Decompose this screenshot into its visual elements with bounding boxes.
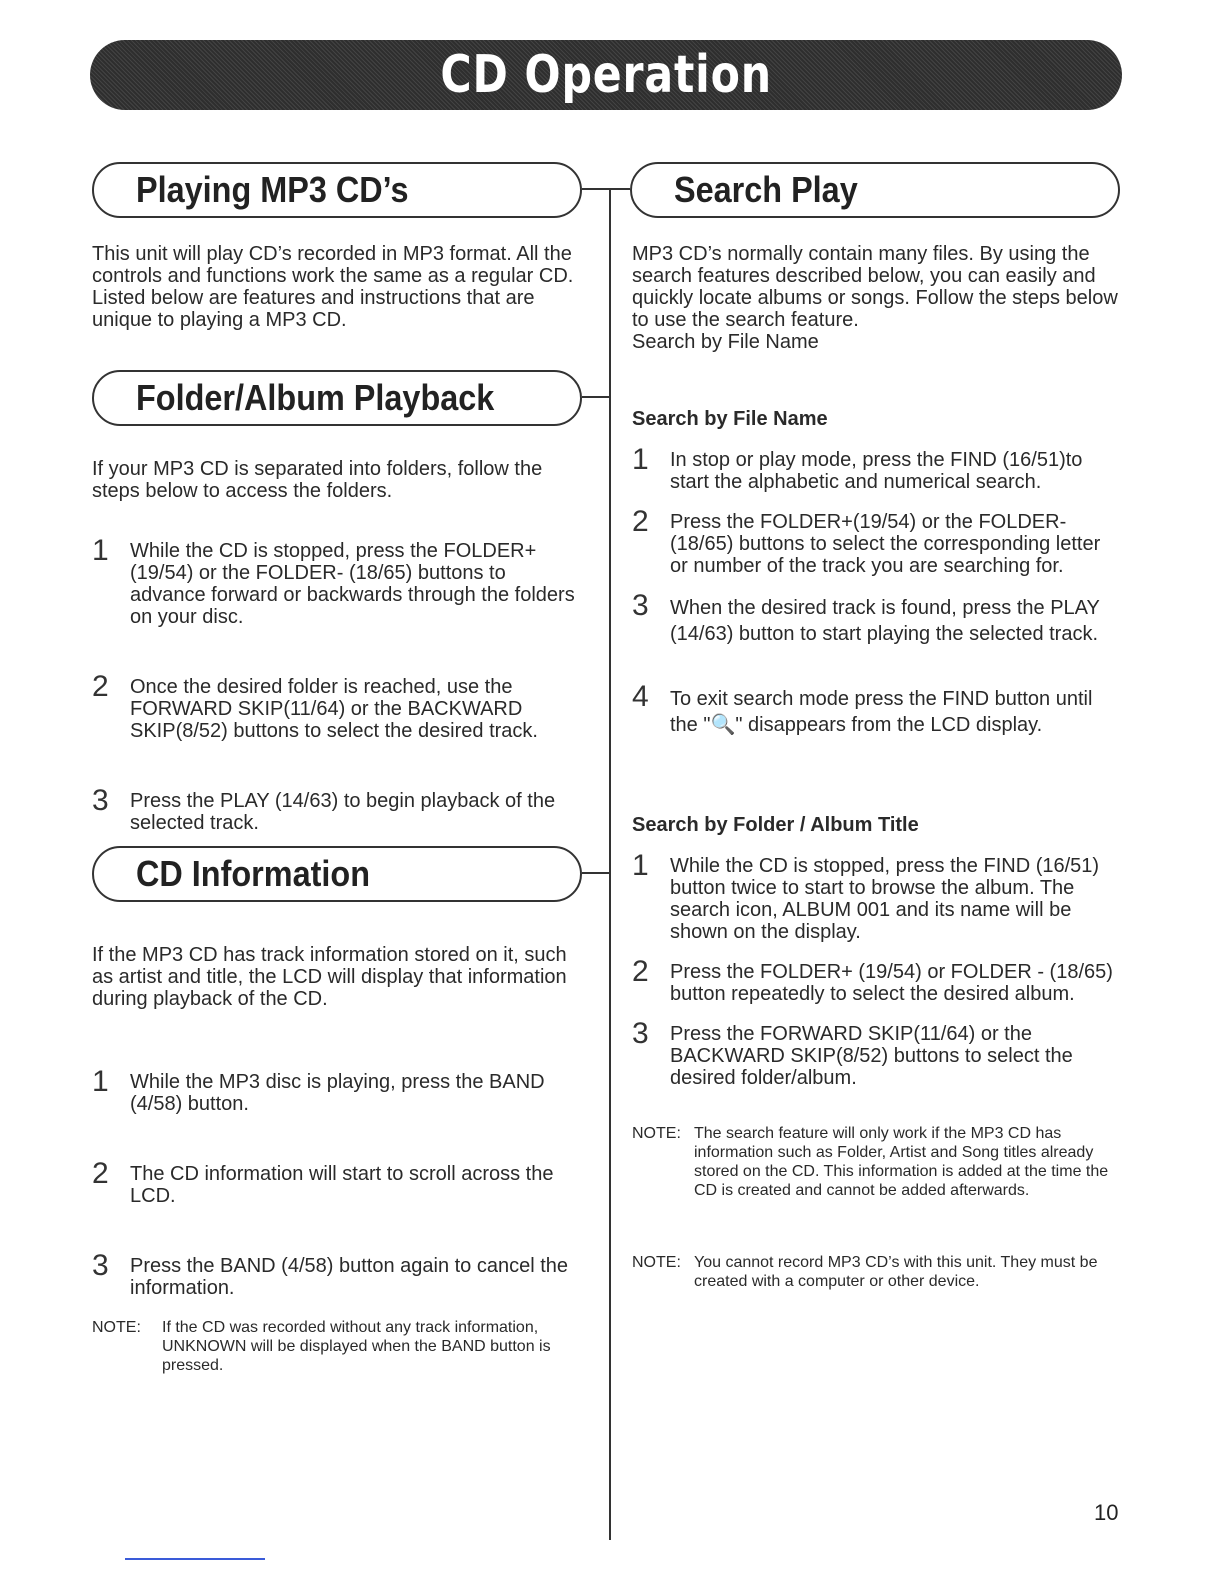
step-text: While the MP3 disc is playing, press the BAND (4/58) button. xyxy=(130,1071,545,1115)
step-text: When the desired track is found, press the PLAY (14/63) button to start playing the selected track. xyxy=(670,597,1100,645)
step-number: 3 xyxy=(632,1017,649,1050)
page-title: CD Operation xyxy=(440,45,772,105)
step-number: 1 xyxy=(632,849,649,882)
info-note xyxy=(92,1318,592,1378)
note-text: If the CD was recorded without any track information, UNKNOWN will be displayed when the BAND button is pressed. xyxy=(162,1319,551,1374)
heading-connector xyxy=(582,872,610,874)
note-label: NOTE: xyxy=(632,1125,681,1142)
folder-step-3 xyxy=(92,784,588,840)
folder-intro: If your MP3 CD is separated into folders, follow the steps below to access the folders. xyxy=(92,458,543,502)
note-text: You cannot record MP3 CD’s with this unit. They must be created with a computer or other device. xyxy=(694,1254,1098,1290)
file-step-3 xyxy=(632,589,1122,670)
info-step-3 xyxy=(92,1249,588,1305)
step-number: 1 xyxy=(92,534,109,567)
heading-connector xyxy=(610,188,630,190)
step-number: 3 xyxy=(92,784,109,817)
step-number: 2 xyxy=(632,505,649,538)
step-text: Press the PLAY (14/63) to begin playback of the selected track. xyxy=(130,790,556,834)
file-step-2 xyxy=(632,505,1122,581)
info-step-1 xyxy=(92,1065,588,1121)
album-step-3 xyxy=(632,1017,1122,1093)
step-number: 2 xyxy=(632,955,649,988)
subhead-folder-album: Search by Folder / Album Title xyxy=(632,814,919,836)
search-note-2 xyxy=(632,1253,1122,1297)
step-text: Press the BAND (4/58) button again to cancel the information. xyxy=(130,1255,569,1299)
info-step-2 xyxy=(92,1157,588,1213)
step-text: To exit search mode press the FIND button until the "🔍" disappears from the LCD display. xyxy=(670,688,1093,736)
step-text: Press the FORWARD SKIP(11/64) or the BACKWARD SKIP(8/52) buttons to select the desired folder/album. xyxy=(670,1023,1073,1089)
album-step-2 xyxy=(632,955,1122,1011)
step-number: 1 xyxy=(92,1065,109,1098)
step-text: The CD information will start to scroll across the LCD. xyxy=(130,1163,554,1207)
page-number: 10 xyxy=(1094,1500,1119,1525)
heading-search-play xyxy=(630,162,1120,218)
step-number: 2 xyxy=(92,670,109,703)
file-step-4 xyxy=(632,680,1122,736)
step-number: 3 xyxy=(632,589,649,622)
search-note-1 xyxy=(632,1124,1122,1224)
column-divider xyxy=(609,188,611,1540)
search-intro xyxy=(632,243,1122,353)
note-text: The search feature will only work if the MP3 CD has information such as Folder, Artist and Song titles already stored on the CD. This information is added at the time the CD is created and cannot be added afterwards. xyxy=(694,1125,1109,1199)
heading-cd-information-text: CD Information xyxy=(136,853,370,894)
step-text: Press the FOLDER+(19/54) or the FOLDER- (18/65) buttons to select the corresponding letter or number of the track you are searching for. xyxy=(670,511,1101,577)
heading-folder-playback xyxy=(92,370,582,426)
step-number: 1 xyxy=(632,443,649,476)
step-text: While the CD is stopped, press the FIND (16/51) button twice to start to browse the album. The search icon, ALBUM 001 and its name will be shown on the display. xyxy=(670,855,1100,943)
step-text: In stop or play mode, press the FIND (16/51)to start the alphabetic and numerical search. xyxy=(670,449,1083,493)
page-banner xyxy=(90,40,1122,110)
step-number: 2 xyxy=(92,1157,109,1190)
step-text: Press the FOLDER+ (19/54) or FOLDER - (18/65) button repeatedly to select the desired album. xyxy=(670,961,1113,1005)
subhead-file-name: Search by File Name xyxy=(632,408,828,430)
step-text: Once the desired folder is reached, use the FORWARD SKIP(11/64) or the BACKWARD SKIP(8/52) buttons to select the desired track. xyxy=(130,676,538,742)
step-number: 3 xyxy=(92,1249,109,1282)
search-intro-text: MP3 CD’s normally contain many files. By using the search features described below, you can easily and quickly locate albums or songs. Follow the steps below to use the search feature. xyxy=(632,243,1118,331)
search-intro-line2: Search by File Name xyxy=(632,331,819,353)
album-step-1 xyxy=(632,849,1122,945)
note-label: NOTE: xyxy=(632,1254,681,1271)
footer-rule xyxy=(125,1558,265,1560)
info-intro: If the MP3 CD has track information stored on it, such as artist and title, the LCD will display that information during playback of the CD. xyxy=(92,944,567,1010)
mp3-intro: This unit will play CD’s recorded in MP3 format. All the controls and functions work the same as a regular CD. Listed below are features and instructions that are unique to playing a MP3 CD. xyxy=(92,243,574,331)
folder-step-2 xyxy=(92,670,588,756)
heading-playing-mp3 xyxy=(92,162,582,218)
folder-step-1 xyxy=(92,534,588,640)
file-step-1 xyxy=(632,443,1122,499)
heading-connector xyxy=(582,188,610,190)
heading-playing-mp3-text: Playing MP3 CD’s xyxy=(136,169,409,210)
step-number: 4 xyxy=(632,680,649,713)
note-label: NOTE: xyxy=(92,1319,141,1336)
step-text: While the CD is stopped, press the FOLDER+ (19/54) or the FOLDER- (18/65) buttons to advance forward or backwards through the folders on your disc. xyxy=(130,540,575,628)
heading-search-play-text: Search Play xyxy=(674,169,858,210)
heading-folder-playback-text: Folder/Album Playback xyxy=(136,377,495,418)
heading-cd-information xyxy=(92,846,582,902)
heading-connector xyxy=(582,396,610,398)
